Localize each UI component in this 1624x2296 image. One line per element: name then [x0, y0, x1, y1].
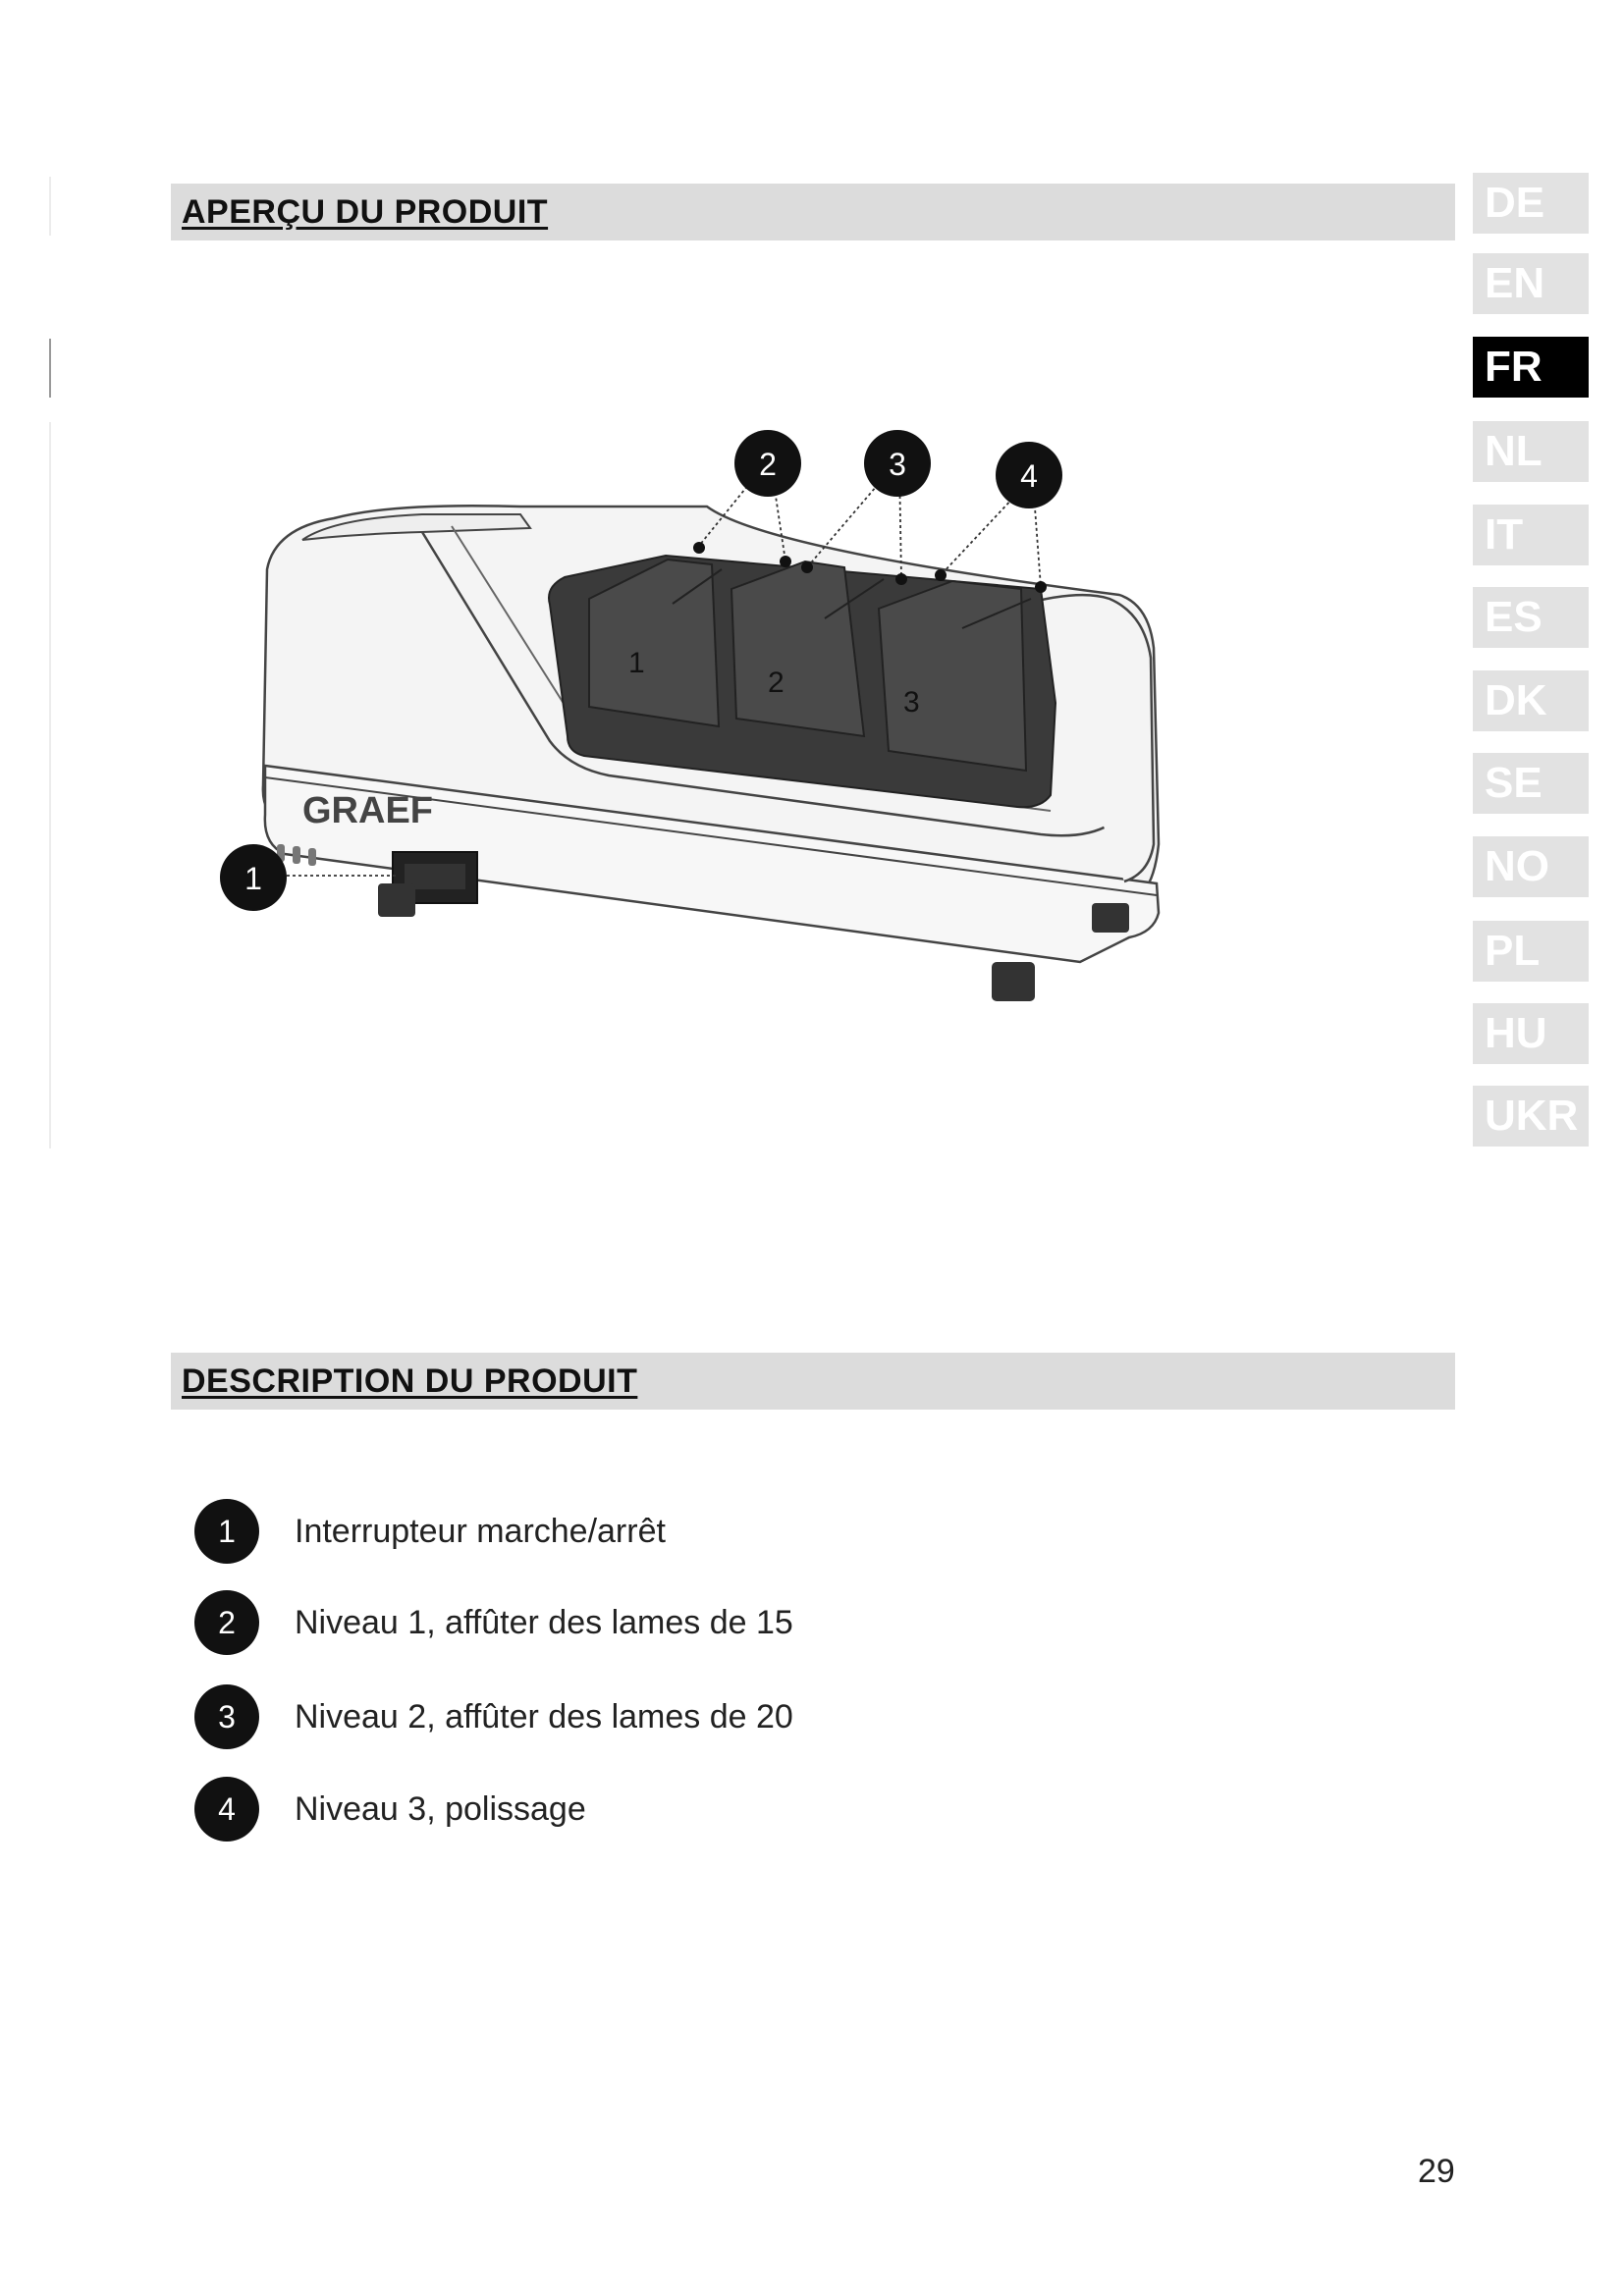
callout-3	[864, 430, 931, 497]
svg-text:3: 3	[889, 447, 906, 482]
margin-mark	[49, 177, 51, 236]
svg-text:4: 4	[1020, 458, 1038, 494]
number-badge: 2	[194, 1590, 259, 1655]
overview-section-header	[171, 184, 1455, 240]
overview-title: APERÇU DU PRODUIT	[182, 193, 549, 231]
lang-tab-no[interactable]: NO	[1473, 836, 1589, 897]
lang-tab-hu[interactable]: HU	[1473, 1003, 1589, 1064]
description-text: Interrupteur marche/arrêt	[295, 1512, 666, 1550]
lang-tab-se[interactable]: SE	[1473, 753, 1589, 814]
description-title: DESCRIPTION DU PRODUIT	[182, 1362, 638, 1400]
description-text: Niveau 1, affûter des lames de 15	[295, 1603, 793, 1641]
lang-tab-es[interactable]: ES	[1473, 587, 1589, 648]
svg-text:2: 2	[759, 447, 777, 482]
description-section-header	[171, 1353, 1455, 1410]
knife-sharpener-illustration	[196, 412, 1198, 1041]
list-item	[194, 1775, 586, 1843]
lang-tab-dk[interactable]: DK	[1473, 670, 1589, 731]
lang-tab-de[interactable]: DE	[1473, 173, 1589, 234]
callout-1	[220, 844, 287, 911]
lang-tab-ukr[interactable]: UKR	[1473, 1086, 1589, 1147]
number-badge: 4	[194, 1777, 259, 1842]
margin-mark	[49, 339, 51, 398]
lang-tab-pl[interactable]: PL	[1473, 921, 1589, 982]
margin-mark	[49, 422, 51, 1148]
callout-2	[734, 430, 801, 497]
svg-text:1: 1	[244, 861, 262, 896]
slot-number-1: 1	[628, 647, 645, 679]
lang-tab-fr[interactable]: FR	[1473, 337, 1589, 398]
page-number: 29	[1418, 2153, 1455, 2190]
lang-tab-nl[interactable]: NL	[1473, 421, 1589, 482]
brand-logo: GRAEF	[302, 790, 433, 831]
slot-number-3: 3	[903, 686, 920, 719]
callout-4	[996, 442, 1062, 508]
list-item	[194, 1497, 666, 1566]
description-text: Niveau 3, polissage	[295, 1789, 586, 1828]
slot-number-2: 2	[768, 667, 785, 699]
lang-tab-it[interactable]: IT	[1473, 505, 1589, 565]
number-badge: 1	[194, 1499, 259, 1564]
description-text: Niveau 2, affûter des lames de 20	[295, 1697, 793, 1735]
list-item	[194, 1682, 793, 1751]
lang-tab-en[interactable]: EN	[1473, 253, 1589, 314]
list-item	[194, 1588, 793, 1657]
number-badge: 3	[194, 1684, 259, 1749]
